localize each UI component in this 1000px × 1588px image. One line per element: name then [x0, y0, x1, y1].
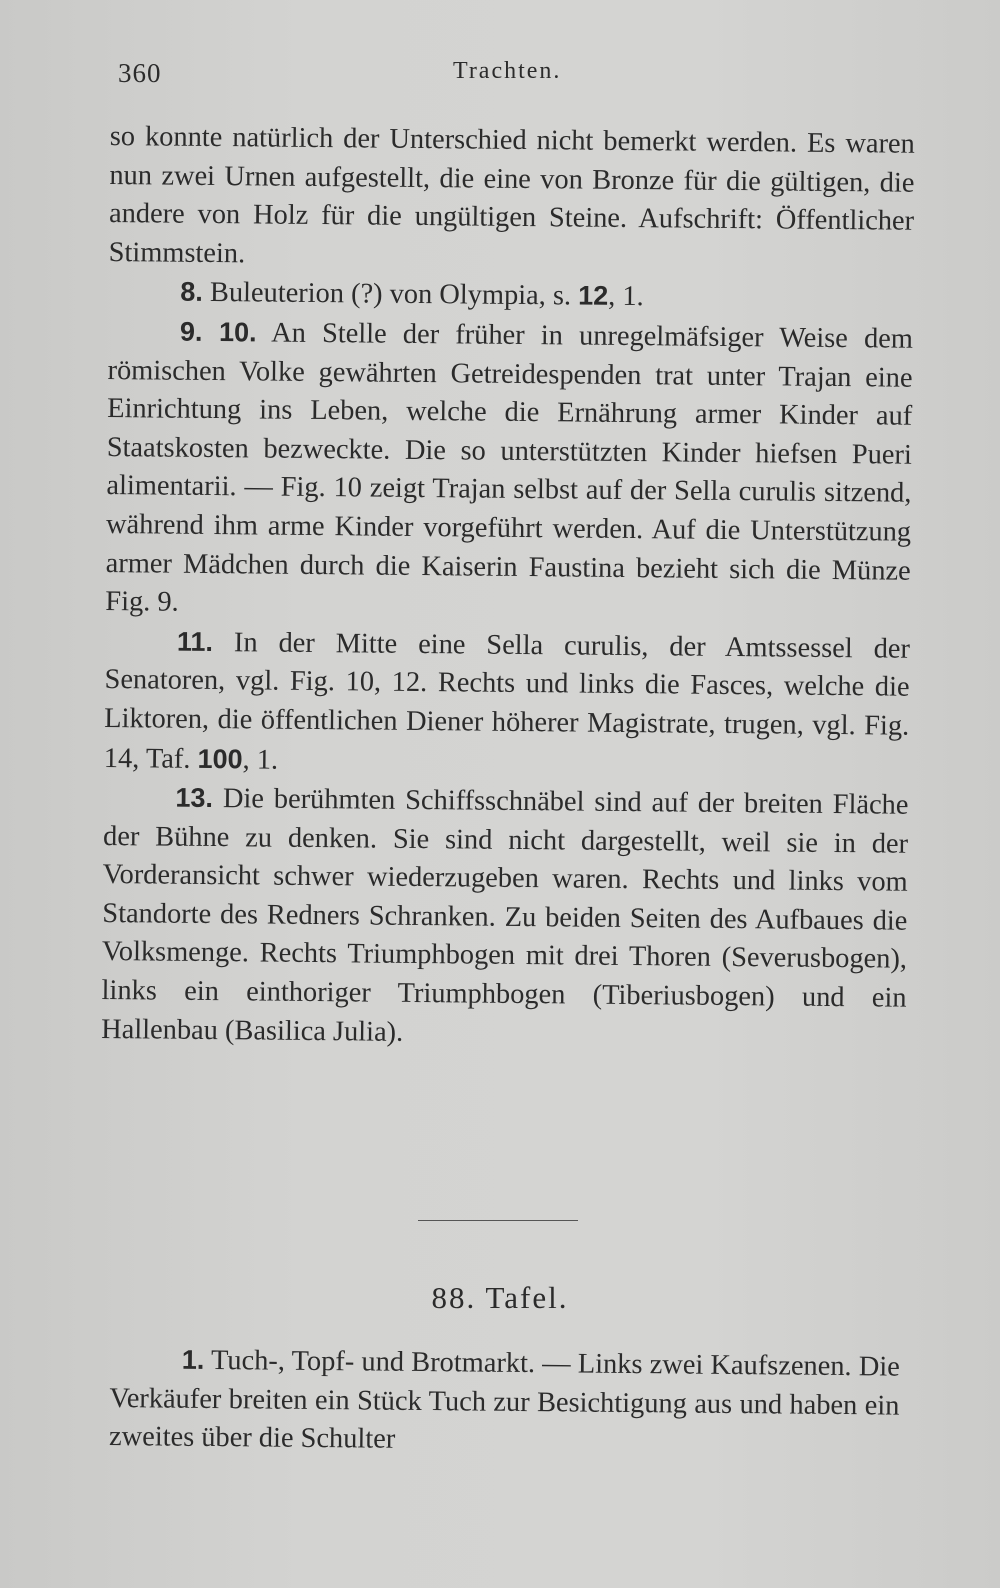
paragraph-fig-13	[101, 778, 909, 1057]
paragraph-text: In der Mitte eine Sella curulis, der Amtssessel der Senatoren, vgl. Fig. 10, 12. Rechts und links die Fasces, welche die Liktoren, die öffentlichen Diener höherer Magistrate, trugen, vgl. Fig. 14, Taf.	[103, 626, 911, 775]
figure-number: 1.	[181, 1344, 205, 1375]
paragraph-text: Tuch-, Topf- und Brotmarkt. — Links zwei Kaufszenen. Die Verkäufer breiten ein Stück Tuch zur Besichtigung aus und haben ein zweites über die Schulter	[108, 1344, 900, 1455]
paragraph-text: An Stelle der früher in unregelmäfsiger Weise dem römischen Volke gewährten Getreidespenden trat unter Trajan eine Einrichtung ins Leben, welche die Ernährung armer Kinder auf Staatskosten bezweckte. Die so unterstützten Kinder hiefsen Pueri alimentarii. — Fig. 10 zeigt Trajan selbst auf der Sella curulis sitzend, während ihm arme Kinder vorgeführt werden. Auf die Unterstützung armer Mädchen durch die Kaiserin Faustina bezieht sich die Münze Fig. 9.	[105, 317, 914, 618]
body-text	[101, 118, 915, 1057]
section-divider	[418, 1220, 578, 1221]
plate-reference: 100	[197, 743, 243, 774]
paragraph-continuation	[109, 118, 915, 280]
running-head: Trachten.	[453, 58, 562, 84]
paragraph-text: so konnte natürlich der Unterschied nicht bemerkt werden. Es waren nun zwei Urnen aufgestellt, die eine von Bronze für die gültigen, die andere von Holz für die ungültigen Steine. Aufschrift: Öffentlicher Stimmstein.	[108, 120, 915, 270]
paragraph-tail: , 1.	[242, 743, 279, 776]
page-number: 360	[118, 58, 162, 88]
plate-reference: 12	[578, 280, 609, 312]
page-header	[118, 58, 918, 98]
paragraph-fig-1	[109, 1340, 900, 1464]
paragraph-fig-11	[104, 622, 910, 786]
section-body-text	[109, 1340, 900, 1464]
paragraph-text: Die berühmten Schiffsschnäbel sind auf der breiten Fläche der Bühne zu denken. Sie sind nicht dargestellt, weil sie in der Vorderansicht schwer wiederzugeben waren. Rechts und links vom Standorte des Redners Schranken. Zu beiden Seiten des Aufbaues die Volksmenge. Rechts Triumphbogen mit drei Thoren (Severusbogen), links ein einthoriger Triumphbogen (Tiberiusbogen) und ein Hallenbau (Basilica Julia).	[101, 783, 909, 1048]
paragraph-tail: , 1.	[608, 281, 644, 313]
figure-number: 13.	[175, 782, 214, 814]
figure-number: 11.	[176, 626, 214, 657]
paragraph-fig-9-10	[105, 312, 913, 629]
paragraph-text: Buleuterion (?) von Olympia, s.	[202, 277, 579, 312]
section-heading: 88. Tafel.	[431, 1280, 569, 1315]
figure-number: 9. 10.	[179, 316, 257, 348]
figure-number: 8.	[180, 277, 204, 308]
